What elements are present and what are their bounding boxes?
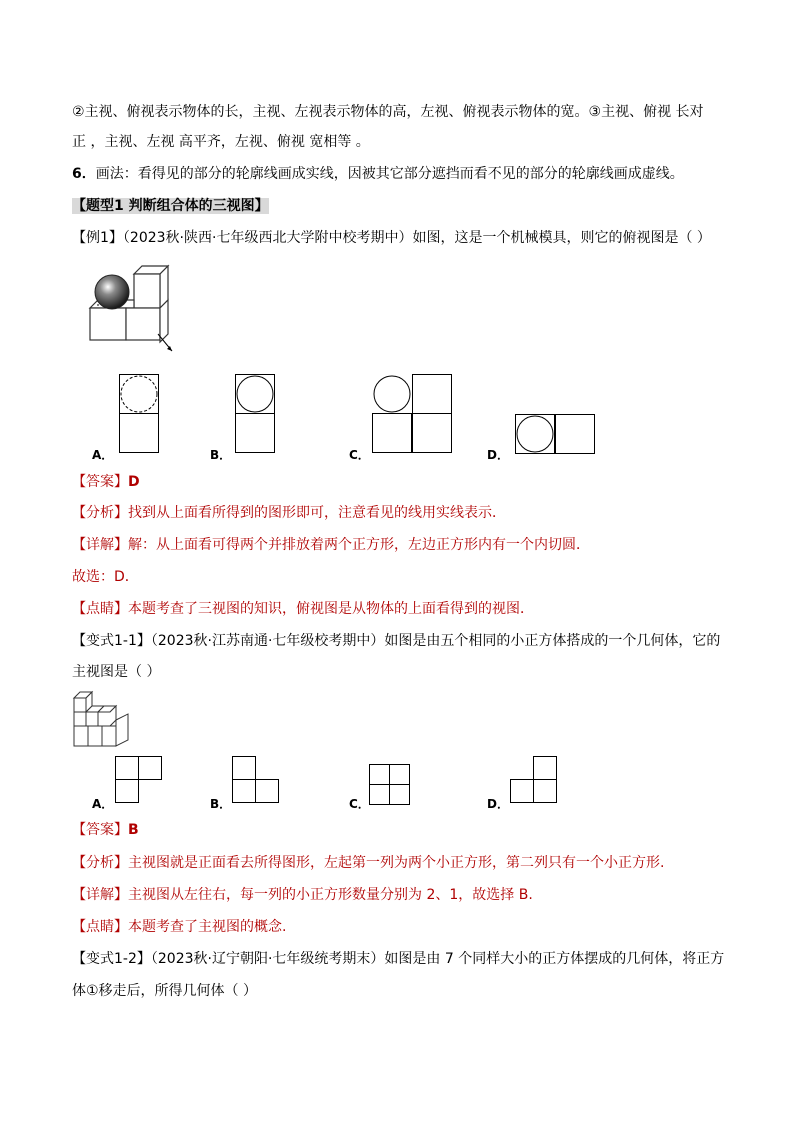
analysis-tag: 【分析】	[72, 505, 128, 521]
v11-choice-a-figure	[115, 756, 163, 804]
variant11-note	[72, 917, 286, 937]
example1-answer	[72, 472, 140, 492]
v11-choice-c-figure	[369, 764, 411, 806]
choice-b-figure	[235, 374, 275, 454]
example1-tag: 【例1】	[72, 230, 123, 246]
variant11-tag: 【变式1-1】	[72, 633, 151, 649]
example1-detail	[72, 535, 590, 555]
answer-tag: 【答案】	[72, 822, 128, 838]
choice-d-figure	[515, 414, 595, 454]
note-tag: 【点睛】	[72, 601, 128, 617]
example1-analysis	[72, 503, 506, 523]
variant12-text: （2023秋·辽宁朝阳·七年级统考期末）如图是由 7 个同样大小的正方体摆成的几何体，将正方	[150, 951, 725, 967]
variant11-question	[72, 631, 720, 651]
note-tag: 【点睛】	[72, 919, 128, 935]
section-title: 【题型1 判断组合体的三视图】	[72, 198, 269, 214]
example1-note	[72, 599, 534, 619]
text-line-2: 正 ，主视、左视 高平齐，左视、俯视 宽相等 。	[72, 134, 370, 150]
detail-text: 主视图从左往右，每一列的小正方形数量分别为 2、1，故选择 B.	[128, 887, 533, 903]
text-line-1: ②主视、俯视表示物体的长，主视、左视表示物体的高，左视、俯视表示物体的宽。③主视、俯视 长对	[72, 104, 704, 120]
choice-d-label: D．	[487, 448, 509, 462]
variant11-analysis	[72, 853, 664, 873]
variant12-question-cont: 体①移走后，所得几何体（ ）	[72, 983, 258, 999]
answer-value: D	[128, 474, 140, 490]
detail-tag: 【详解】	[72, 887, 128, 903]
choice-c-label: C．	[349, 448, 370, 462]
analysis-text: 主视图就是正面看去所得图形，左起第一列为两个小正方形，第二列只有一个小正方形.	[128, 855, 665, 871]
example1-model-figure	[84, 264, 179, 354]
choice-a-figure	[119, 374, 159, 454]
v11-choice-b-figure	[232, 756, 280, 804]
v11-choice-d-figure	[510, 756, 558, 804]
answer-value: B	[128, 822, 139, 838]
example1-question	[72, 228, 711, 248]
note-text: 本题考查了三视图的知识，俯视图是从物体的上面看得到的视图．	[128, 601, 534, 617]
variant11-text: （2023秋·江苏南通·七年级校考期中）如图是由五个相同的小正方体搭成的一个几何体，它的	[150, 633, 721, 649]
answer-tag: 【答案】	[72, 474, 128, 490]
choice-a-label: A．	[92, 448, 114, 462]
v11-choice-a-label: A．	[92, 797, 114, 811]
v11-choice-b-label: B．	[210, 797, 232, 811]
analysis-tag: 【分析】	[72, 855, 128, 871]
detail-tag: 【详解】	[72, 537, 128, 553]
variant12-question	[72, 949, 724, 969]
item-number: 6．	[72, 166, 96, 182]
example1-text: （2023秋·陕西·七年级西北大学附中校考期中）如图，这是一个机械模具，则它的俯视图是（ ）	[122, 230, 711, 246]
v11-choice-c-label: C．	[349, 797, 370, 811]
method-text: 画法：看得见的部分的轮廓线画成实线，因被其它部分遮挡而看不见的部分的轮廓线画成虚线。	[95, 166, 684, 182]
variant11-cube-figure	[72, 690, 132, 748]
variant11-answer	[72, 820, 139, 840]
choice-b-label: B．	[210, 448, 232, 462]
v11-choice-d-label: D．	[487, 797, 509, 811]
variant11-detail	[72, 885, 533, 905]
text-line-3	[72, 164, 684, 184]
example1-selection: 故选：D．	[72, 569, 139, 585]
note-text: 本题考查了主视图的概念.	[128, 919, 287, 935]
section-heading	[72, 196, 269, 216]
variant11-question-cont: 主视图是（ ）	[72, 664, 161, 680]
choice-c-figure	[372, 374, 452, 454]
variant12-tag: 【变式1-2】	[72, 951, 151, 967]
detail-text: 解：从上面看可得两个并排放着两个正方形，左边正方形内有一个内切圆．	[128, 537, 590, 553]
analysis-text: 找到从上面看所得到的图形即可，注意看见的线用实线表示．	[128, 505, 506, 521]
